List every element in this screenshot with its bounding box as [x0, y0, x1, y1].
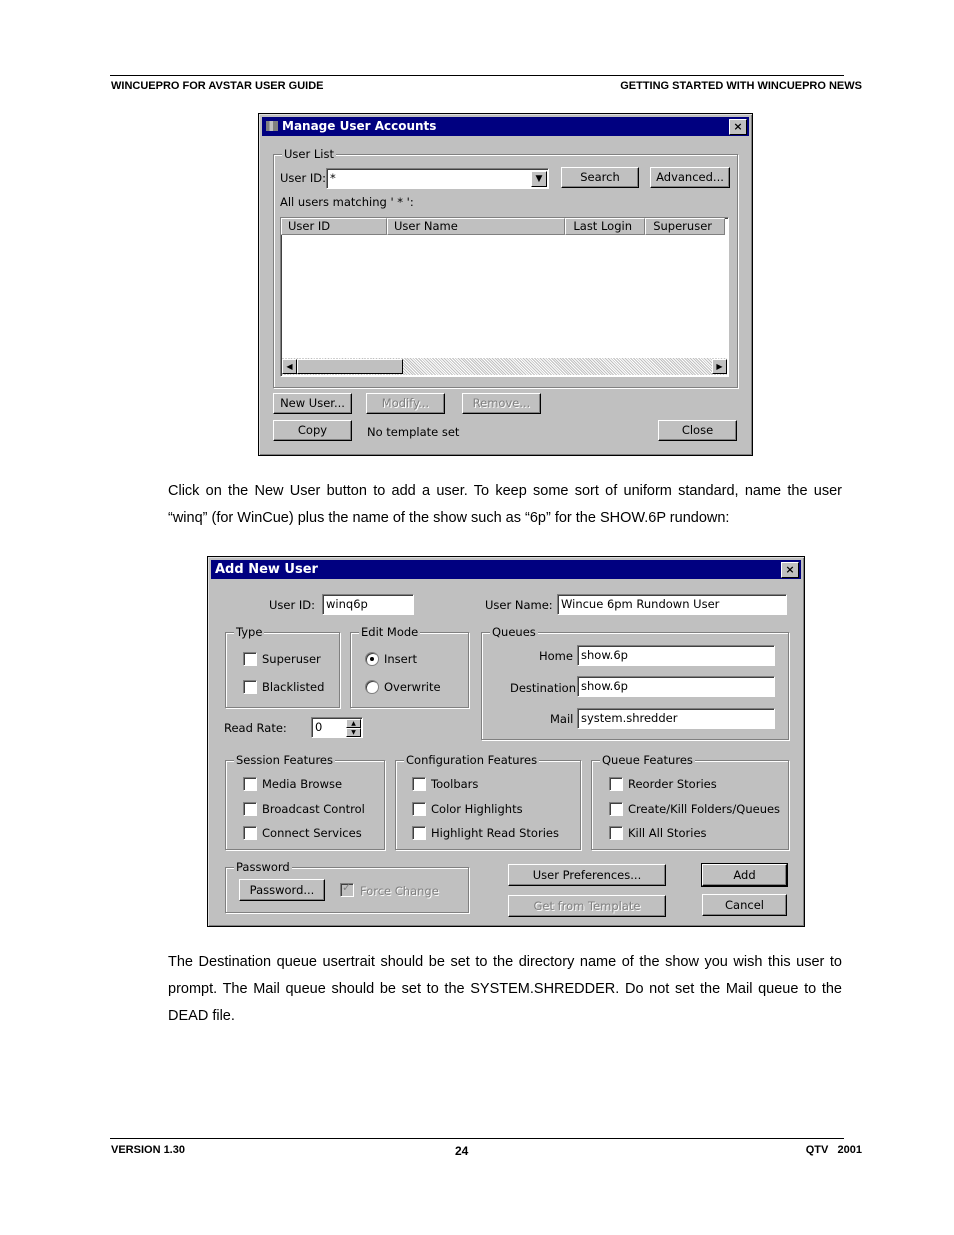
superuser-label: Superuser — [262, 652, 321, 666]
header-left: WINCUEPRO FOR AVSTAR USER GUIDE — [111, 80, 324, 92]
password-button[interactable]: Password... — [239, 879, 325, 901]
user-id-label: User ID: — [280, 171, 326, 185]
color-highlights-checkbox[interactable] — [412, 802, 426, 816]
horizontal-scrollbar[interactable] — [282, 358, 727, 375]
template-status: No template set — [367, 425, 460, 439]
destination-label: Destination — [510, 681, 576, 695]
add-dialog-title: Add New User — [215, 562, 318, 577]
connect-services-label: Connect Services — [262, 826, 362, 840]
type-group — [225, 625, 340, 708]
user-id-combobox[interactable] — [326, 168, 549, 189]
user-id-field[interactable]: winq6p — [322, 594, 414, 615]
modify-button[interactable]: Modify... — [366, 393, 445, 414]
advanced-button[interactable]: Advanced... — [650, 167, 730, 188]
reorder-stories-label: Reorder Stories — [628, 777, 717, 791]
read-rate-value: 0 — [315, 720, 323, 734]
column-header-user-id[interactable]: User ID — [281, 218, 387, 235]
kill-all-stories-label: Kill All Stories — [628, 826, 707, 840]
media-browse-label: Media Browse — [262, 777, 343, 791]
close-icon[interactable]: × — [729, 119, 747, 135]
page-number: 24 — [455, 1144, 469, 1158]
search-button[interactable]: Search — [561, 167, 639, 188]
user-preferences-button[interactable]: User Preferences... — [508, 864, 666, 886]
home-field[interactable]: show.6p — [577, 645, 775, 666]
connect-services-checkbox[interactable] — [243, 826, 257, 840]
home-label: Home — [539, 649, 573, 663]
blacklisted-checkbox[interactable] — [243, 680, 257, 694]
destination-field[interactable]: show.6p — [577, 676, 775, 697]
chevron-down-icon[interactable]: ▼ — [531, 171, 547, 187]
manage-dialog-title: Manage User Accounts — [282, 119, 437, 133]
read-rate-spinner[interactable] — [311, 717, 363, 738]
scroll-right-icon[interactable]: ▶ — [712, 359, 727, 374]
type-group-label: Type — [236, 625, 263, 639]
broadcast-control-checkbox[interactable] — [243, 802, 257, 816]
add-new-user-dialog — [207, 556, 805, 927]
edit-mode-group — [350, 625, 469, 708]
force-change-checkbox[interactable] — [340, 883, 354, 897]
footer-rule — [110, 1138, 844, 1139]
media-browse-checkbox[interactable] — [243, 777, 257, 791]
user-table[interactable] — [280, 217, 729, 377]
color-highlights-label: Color Highlights — [431, 802, 523, 816]
new-user-button[interactable]: New User... — [273, 393, 352, 414]
header-rule — [110, 75, 844, 76]
mail-field[interactable]: system.shredder — [577, 708, 775, 729]
instruction-paragraph-1: Click on the New User button to add a user. To keep some sort of uniform standard, name the user “winq” (for WinCue) plus the name of the show such as “6p” for the SHOW.6P rundown: — [168, 483, 842, 526]
column-header-superuser[interactable]: Superuser — [645, 218, 725, 235]
column-header-user-name[interactable]: User Name — [387, 218, 565, 235]
create-kill-folders-label: Create/Kill Folders/Queues — [628, 802, 781, 816]
close-icon[interactable]: × — [781, 562, 799, 578]
blacklisted-label: Blacklisted — [262, 680, 325, 694]
manage-dialog-titlebar — [262, 117, 749, 136]
instruction-paragraph-2: The Destination queue usertrait should be set to the directory name of the show you wish this user to prompt. The Mail queue should be set to the SYSTEM.SHREDDER. Do not set the Mail queue to the DEAD file. — [168, 954, 842, 1024]
toolbars-checkbox[interactable] — [412, 777, 426, 791]
mail-label: Mail — [550, 712, 574, 726]
broadcast-control-label: Broadcast Control — [262, 802, 365, 816]
remove-button[interactable]: Remove... — [462, 393, 541, 414]
queue-features-label: Queue Features — [602, 753, 693, 767]
highlight-read-stories-label: Highlight Read Stories — [431, 826, 559, 840]
superuser-checkbox[interactable] — [243, 652, 257, 666]
get-from-template-button[interactable]: Get from Template — [508, 895, 666, 917]
app-icon — [266, 121, 278, 131]
header-right: GETTING STARTED WITH WINCUEPRO NEWS — [620, 80, 862, 92]
create-kill-folders-checkbox[interactable] — [609, 802, 623, 816]
user-list-group-label: User List — [284, 147, 334, 161]
footer-version: VERSION 1.30 — [111, 1144, 185, 1156]
configuration-features-label: Configuration Features — [406, 753, 538, 767]
scrollbar-thumb[interactable] — [297, 359, 403, 374]
user-id-label: User ID: — [269, 598, 315, 612]
toolbars-label: Toolbars — [431, 777, 479, 791]
read-rate-label: Read Rate: — [224, 721, 287, 735]
password-group-label: Password — [236, 860, 290, 874]
edit-mode-group-label: Edit Mode — [361, 625, 419, 639]
column-header-last-login[interactable]: Last Login — [565, 218, 645, 235]
session-features-label: Session Features — [236, 753, 333, 767]
highlight-read-stories-checkbox[interactable] — [412, 826, 426, 840]
add-dialog-titlebar — [211, 560, 801, 579]
kill-all-stories-checkbox[interactable] — [609, 826, 623, 840]
force-change-label: Force Change — [360, 884, 439, 898]
overwrite-label: Overwrite — [384, 680, 441, 694]
insert-label: Insert — [384, 652, 417, 666]
scroll-left-icon[interactable]: ◀ — [282, 359, 297, 374]
user-name-field[interactable]: Wincue 6pm Rundown User — [557, 594, 787, 615]
user-name-label: User Name: — [485, 598, 553, 612]
close-button[interactable]: Close — [658, 420, 737, 441]
overwrite-radio[interactable] — [365, 680, 379, 694]
copy-button[interactable]: Copy — [273, 420, 352, 441]
queues-group-label: Queues — [492, 625, 536, 639]
footer-right: QTV 2001 — [805, 1144, 862, 1156]
spin-up-icon[interactable]: ▲ — [346, 719, 361, 728]
matching-text: All users matching ' * ': — [280, 195, 414, 209]
add-button[interactable]: Add — [702, 864, 787, 886]
insert-radio[interactable] — [365, 652, 379, 666]
user-id-value: * — [330, 171, 336, 185]
spin-down-icon[interactable]: ▼ — [346, 728, 361, 737]
reorder-stories-checkbox[interactable] — [609, 777, 623, 791]
cancel-button[interactable]: Cancel — [702, 894, 787, 916]
manage-user-accounts-dialog — [258, 113, 753, 456]
